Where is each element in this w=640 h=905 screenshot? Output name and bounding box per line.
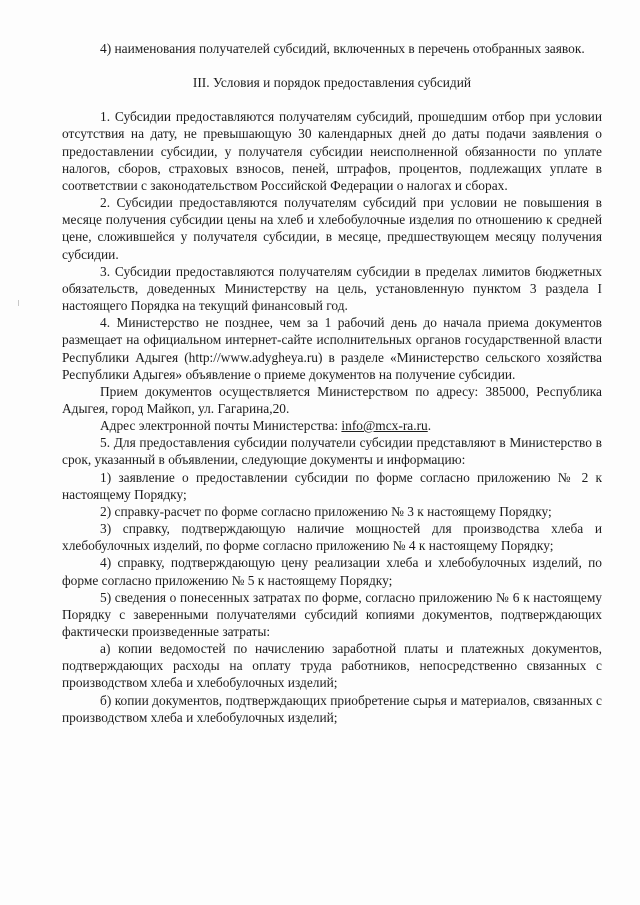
document-item-3: 3) справку, подтверждающую наличие мощностей для производства хлеба и хлебобулочных изделий, по форме согласно приложению № 4 к настоящему Порядку; [62,521,602,554]
document-item-1: 1) заявление о предоставлении субсидии по форме согласно приложению № 2 к настоящему Порядку; [62,469,602,502]
email-label: Адрес электронной почты Министерства: [100,418,342,434]
item-4-names: 4) наименования получателей субсидий, включенных в перечень отобранных заявок. [100,41,585,56]
email-link[interactable]: info@mcx-ra.ru [341,418,428,434]
document-item-4: 4) справку, подтверждающую цену реализации хлеба и хлебобулочных изделий, по форме согласно приложению № 5 к настоящему Порядку; [62,555,602,588]
email-suffix: . [427,418,432,434]
margin-mark [18,300,19,306]
paragraph-1: 1. Субсидии предоставляются получателям субсидий, прошедшим отбор при условии отсутствия на дату, не превышающую 30 календарных дней до даты подачи заявления о предоставлении субсидии, у получателя субсидии неисполненной обязанности по уплате налогов, сборов, страховых взносов, пеней, штрафов, процентов, подлежащих уплате в соответствии с законодательством Российской Федерации о налогах и сборах. [62,109,602,193]
paragraph-2: 2. Субсидии предоставляются получателям субсидий при условии не повышения в месяце получения субсидии цены на хлеб и хлебобулочные изделия по отношению к средней цене, сложившейся у получателя субсидии, в месяце, предшествующем месяцу получения субсидии. [62,195,602,262]
paragraph-email [62,417,602,434]
document-item-5: 5) сведения о понесенных затратах по форме, согласно приложению № 6 к настоящему Порядку с заверенными получателями субсидий копиями документов, подтверждающих фактически произведенные затраты: [62,589,602,639]
sub-item-a: а) копии ведомостей по начислению заработной платы и платежных документов, подтверждающих расходы на оплату труда работников, непосредственно связанных с производством хлеба и хлебобулочных изделий; [62,641,602,691]
document-item-2: 2) справку-расчет по форме согласно приложению № 3 к настоящему Порядку; [100,503,552,519]
paragraph-3: 3. Субсидии предоставляются получателям субсидии в пределах лимитов бюджетных обязательств, доведенных Министерству на цель, установленную пунктом 3 раздела I настоящего Порядка на текущий финансовый год. [62,263,602,314]
document-body [62,40,602,726]
paragraph-4: 4. Министерство не позднее, чем за 1 рабочий день до начала приема документов размещает на официальном интернет-сайте исполнительных органов государственной власти Республики Адыгея (http://www.adygheya.ru) в разделе «Министерство сельского хозяйства Республики Адыгея» объявление о приеме документов на получение субсидии. [62,315,602,382]
sub-item-b: б) копии документов, подтверждающих приобретение сырья и материалов, связанных с производством хлеба и хлебобулочных изделий; [62,692,602,725]
paragraph-address: Прием документов осуществляется Министерством по адресу: 385000, Республика Адыгея, город Майкоп, ул. Гагарина,20. [62,383,602,416]
paragraph-5: 5. Для предоставления субсидии получатели субсидии представляют в Министерство в срок, указанный в объявлении, следующие документы и информацию: [62,435,602,468]
section-heading: III. Условия и порядок предоставления субсидий [192,75,472,91]
